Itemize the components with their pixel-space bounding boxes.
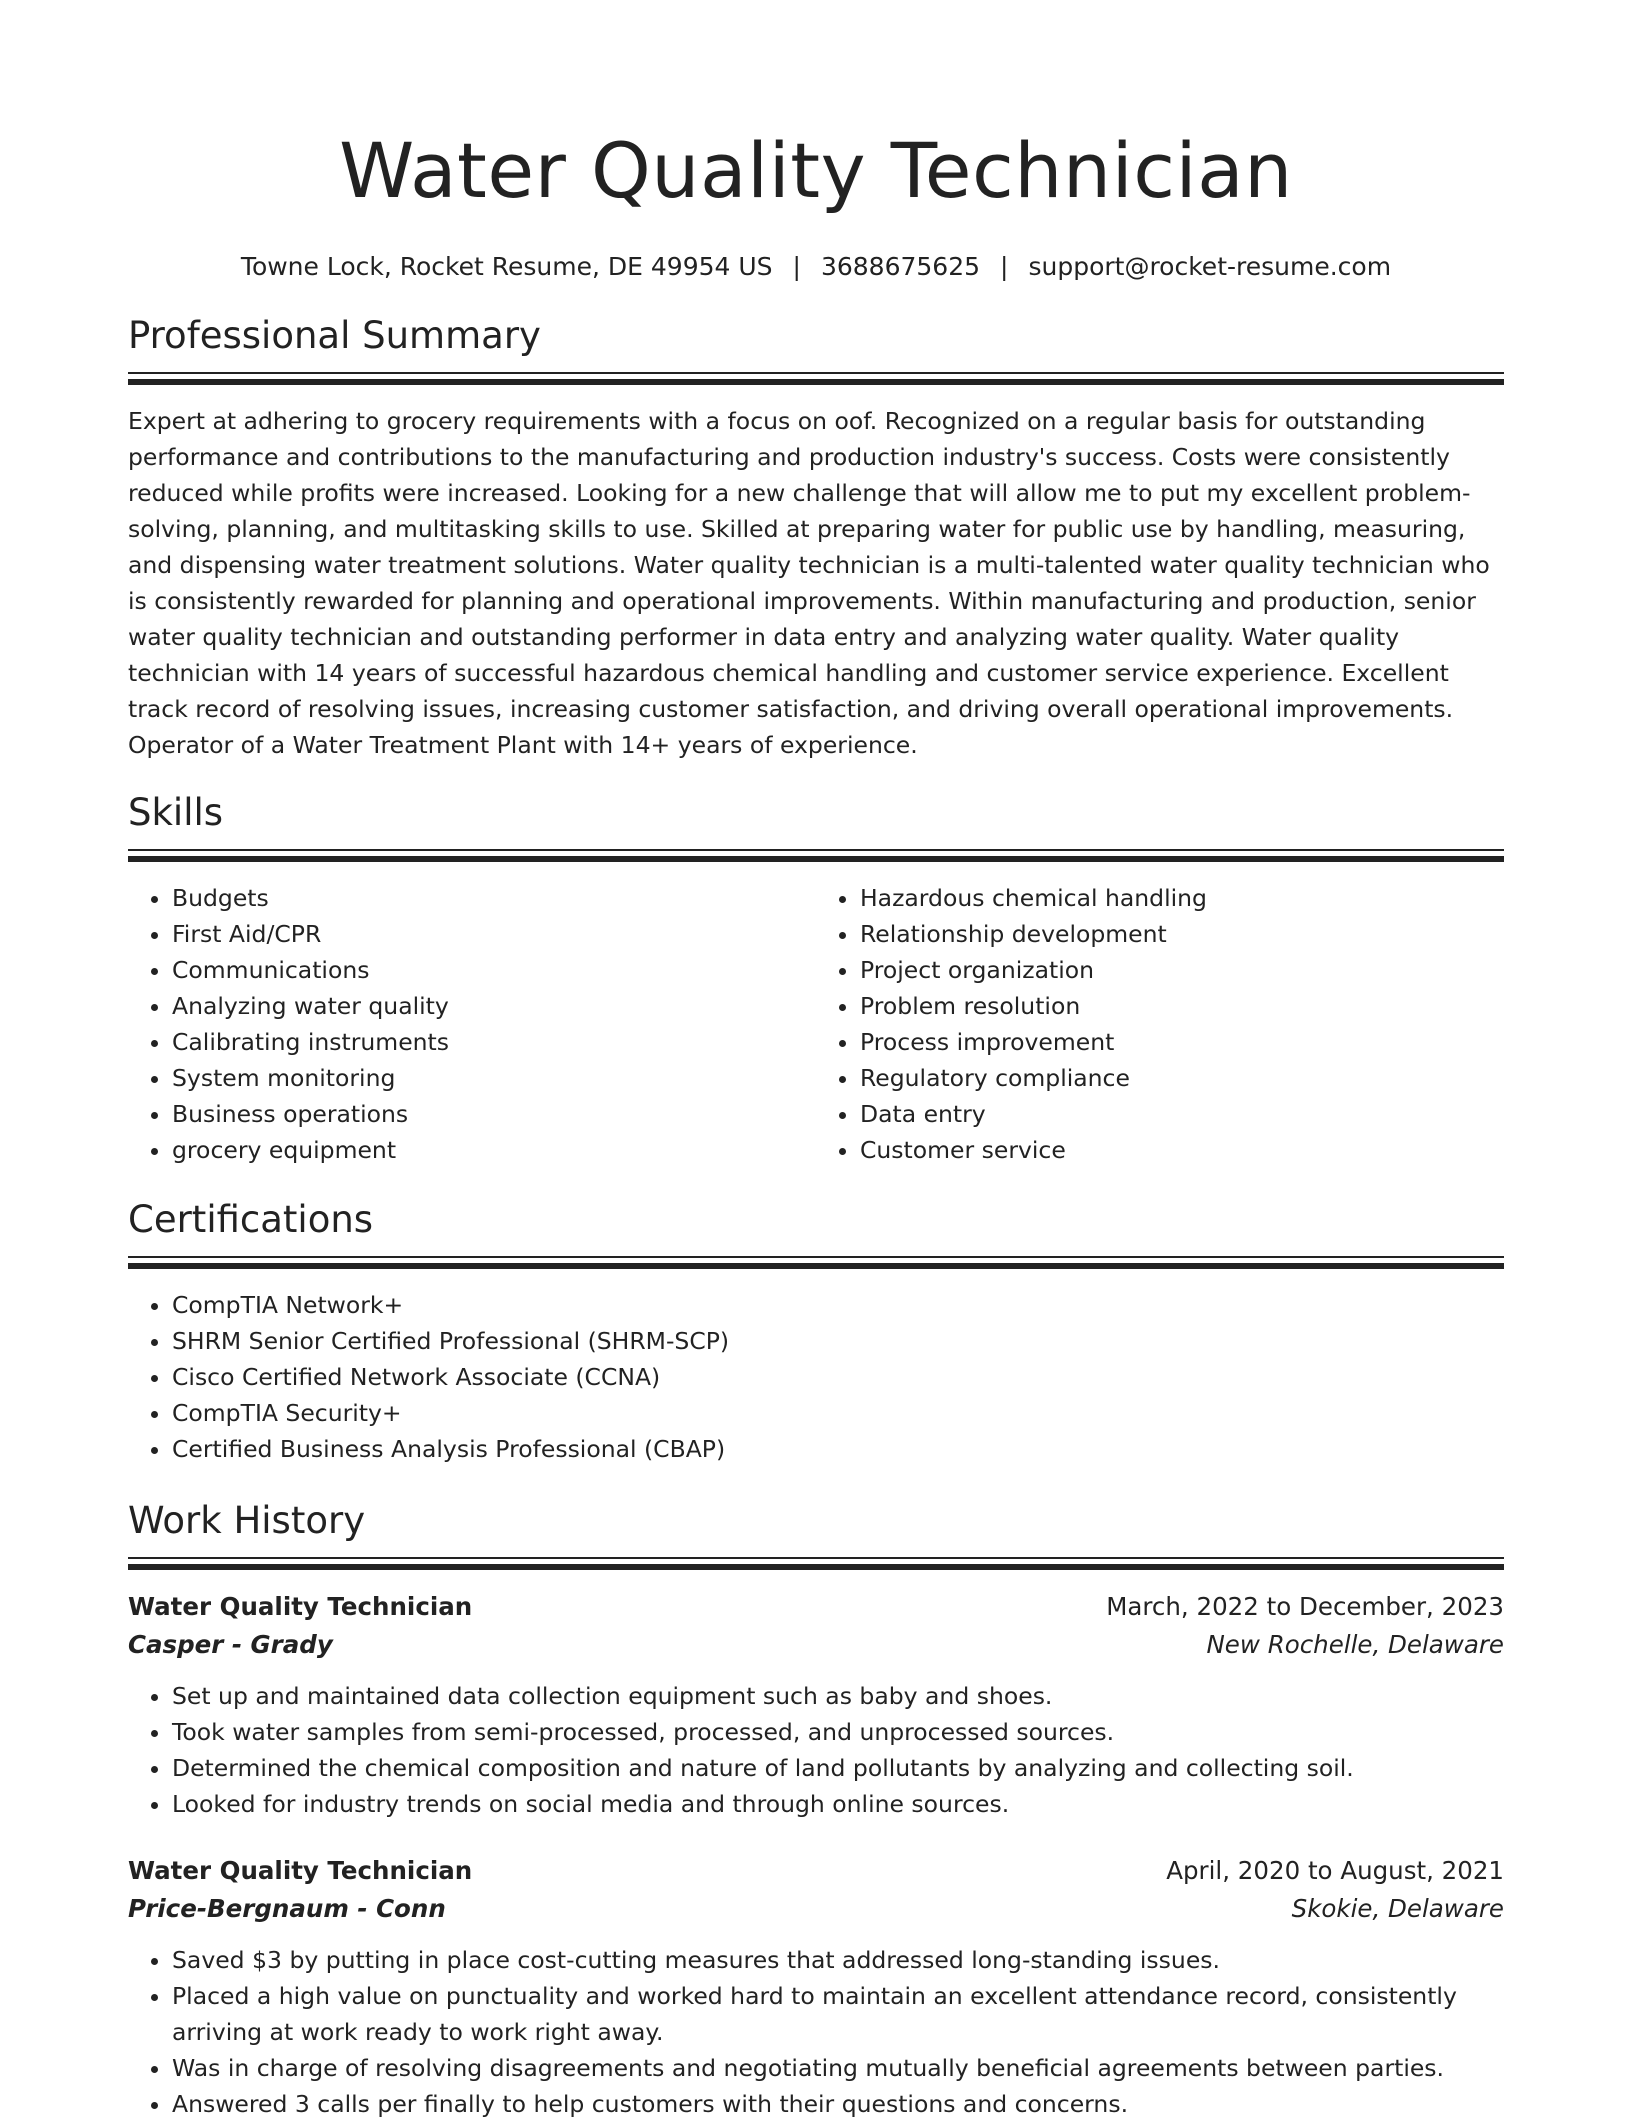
job-bullet: • Took water samples from semi-processed, processed, and unprocessed sources. (172, 1714, 1504, 1750)
skill-item: • Calibrating instruments (172, 1024, 816, 1060)
skill-item: • Customer service (860, 1132, 1504, 1168)
job-subheader-row (128, 1890, 1504, 1928)
certification-item: • SHRM Senior Certified Professional (SHRM-SCP) (172, 1323, 1504, 1359)
job-location: Skokie, Delaware (1291, 1894, 1504, 1923)
contact-line (128, 250, 1504, 284)
job-location: New Rochelle, Delaware (1206, 1630, 1504, 1659)
work-history-section (128, 1497, 1504, 2122)
skill-item: • Data entry (860, 1096, 1504, 1132)
skill-item: • Problem resolution (860, 988, 1504, 1024)
skills-list-right (816, 880, 1504, 1168)
section-divider (128, 372, 1504, 385)
job-dates: March, 2022 to December, 2023 (1106, 1592, 1504, 1621)
section-title-skills: Skills (128, 791, 224, 834)
skill-item: • Business operations (172, 1096, 816, 1132)
job-entry (128, 1588, 1504, 1822)
skill-item: • Budgets (172, 880, 816, 916)
skills-list-left (128, 880, 816, 1168)
job-bullet: • Looked for industry trends on social media and through online sources. (172, 1786, 1504, 1822)
skills-section (128, 789, 1504, 1168)
certification-item: • Cisco Certified Network Associate (CCNA) (172, 1359, 1504, 1395)
skill-item: • First Aid/CPR (172, 916, 816, 952)
job-bullet: • Was in charge of resolving disagreements and negotiating mutually beneficial agreements between parties. (172, 2050, 1504, 2086)
section-divider (128, 849, 1504, 862)
job-bullet: • Set up and maintained data collection equipment such as baby and shoes. (172, 1678, 1504, 1714)
skill-item: • grocery equipment (172, 1132, 816, 1168)
skills-grid (128, 880, 1504, 1168)
section-divider (128, 1256, 1504, 1269)
skill-item: • System monitoring (172, 1060, 816, 1096)
job-bullet: • Determined the chemical composition and nature of land pollutants by analyzing and collecting soil. (172, 1750, 1504, 1786)
skills-column-left (128, 880, 816, 1168)
skill-item: • Process improvement (860, 1024, 1504, 1060)
skill-item: • Communications (172, 952, 816, 988)
summary-text: Expert at adhering to grocery requirements with a focus on oof. Recognized on a regular basis for outstanding performance and contributions to the manufacturing and production industry's success. Costs were consistently reduced while profits were increased. Looking for a new challenge that will allow me to put my excellent problem-solving, planning, and multitasking skills to use. Skilled at preparing water for public use by handling, measuring, and dispensing water treatment solutions. Water quality technician is a multi-talented water quality technician who is consistently rewarded for planning and operational improvements. Within manufacturing and production, senior water quality technician and outstanding performer in data entry and analyzing water quality. Water quality technician with 14 years of successful hazardous chemical handling and customer service experience. Excellent track record of resolving issues, increasing customer satisfaction, and driving overall operational improvements. Operator of a Water Treatment Plant with 14+ years of experience. (128, 407, 1490, 759)
job-header-row (128, 1588, 1504, 1626)
section-title-work-history: Work History (128, 1499, 366, 1542)
section-title-certifications: Certifications (128, 1198, 374, 1241)
resume-name: Water Quality Technician (339, 126, 1293, 215)
summary-section (128, 312, 1504, 763)
skill-item: • Relationship development (860, 916, 1504, 952)
section-divider (128, 1557, 1504, 1570)
skills-column-right (816, 880, 1504, 1168)
job-company: Price-Bergnaum - Conn (128, 1894, 446, 1923)
contact-address: Towne Lock, Rocket Resume, DE 49954 US (240, 252, 773, 281)
skill-item: • Regulatory compliance (860, 1060, 1504, 1096)
contact-email: support@rocket-resume.com (1028, 252, 1392, 281)
resume-page (128, 0, 1504, 2122)
contact-separator: | (792, 252, 801, 281)
contact-phone: 3688675625 (820, 252, 981, 281)
certification-item: • CompTIA Network+ (172, 1287, 1504, 1323)
job-bullet: • Saved $3 by putting in place cost-cutting measures that addressed long-standing issues. (172, 1942, 1504, 1978)
job-subheader-row (128, 1626, 1504, 1664)
job-bullets (128, 1942, 1504, 2122)
job-bullets (128, 1678, 1504, 1822)
job-dates: April, 2020 to August, 2021 (1166, 1856, 1504, 1885)
job-bullet: • Answered 3 calls per finally to help customers with their questions and concerns. (172, 2086, 1504, 2122)
contact-separator: | (1000, 252, 1009, 281)
certifications-list (128, 1287, 1504, 1467)
skill-item: • Hazardous chemical handling (860, 880, 1504, 916)
certifications-section (128, 1196, 1504, 1467)
job-entry (128, 1852, 1504, 2122)
job-title: Water Quality Technician (128, 1592, 473, 1621)
certification-item: • Certified Business Analysis Professional (CBAP) (172, 1431, 1504, 1467)
job-header-row (128, 1852, 1504, 1890)
certification-item: • CompTIA Security+ (172, 1395, 1504, 1431)
job-bullet: • Placed a high value on punctuality and worked hard to maintain an excellent attendance record, consistently arriving at work ready to work right away. (172, 1978, 1504, 2050)
job-title: Water Quality Technician (128, 1856, 473, 1885)
skill-item: • Project organization (860, 952, 1504, 988)
skill-item: • Analyzing water quality (172, 988, 816, 1024)
job-company: Casper - Grady (128, 1630, 333, 1659)
section-title-summary: Professional Summary (128, 314, 541, 357)
